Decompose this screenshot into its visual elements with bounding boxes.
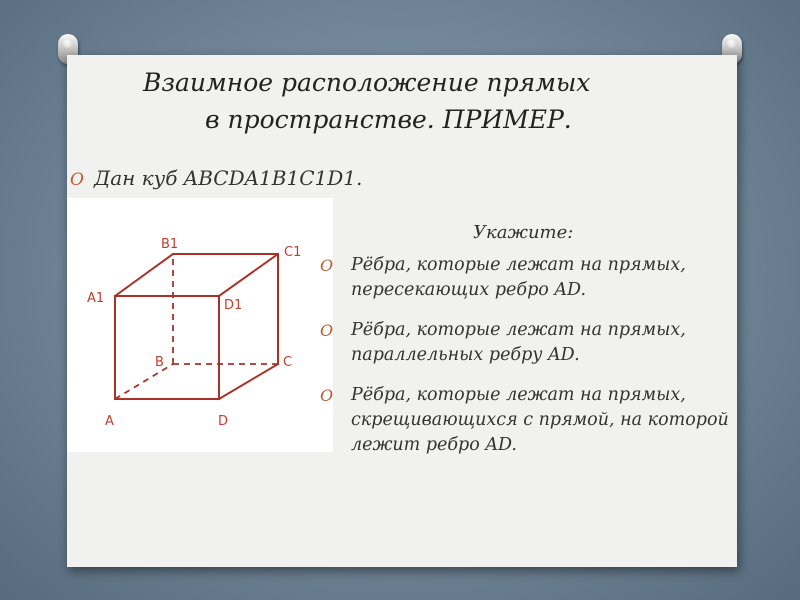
vertex-label-b: B <box>155 355 164 370</box>
cube-drawing <box>67 198 333 452</box>
slide-title-line-1: Взаимное расположение прямых <box>143 68 591 97</box>
slide-title <box>0 64 800 138</box>
cube-figure <box>67 198 333 452</box>
vertex-label-a1: A1 <box>87 291 105 306</box>
vertex-label-a: A <box>105 414 114 429</box>
bullet-o-icon: O <box>70 170 84 190</box>
task-item-text: Рёбра, которые лежат на прямых, пересекающих ребро AD. <box>351 255 686 300</box>
edge-a-b <box>115 364 173 399</box>
vertex-label-c1: C1 <box>284 245 302 260</box>
vertex-label-d1: D1 <box>224 298 243 313</box>
vertex-label-b1: B1 <box>161 237 179 252</box>
task-item-text: Рёбра, которые лежат на прямых, скрещивающихся с прямой, на которой лежит ребро AD. <box>351 385 729 455</box>
bullet-o-icon: O <box>320 256 334 275</box>
edge-d-c <box>219 364 278 399</box>
edge-d1-c1 <box>219 254 278 296</box>
task-list <box>320 253 740 473</box>
task-item-text: Рёбра, которые лежат на прямых, параллельных ребру AD. <box>351 320 686 365</box>
task-heading: Укажите: <box>473 222 574 243</box>
vertex-label-c: C <box>283 355 293 370</box>
bullet-o-icon: O <box>320 321 334 340</box>
vertex-label-d: D <box>218 414 229 429</box>
intro-text <box>70 166 362 190</box>
list-item <box>320 253 740 303</box>
edge-a1-b1 <box>115 254 173 296</box>
intro-label: Дан куб ABCDA1B1C1D1. <box>93 166 363 190</box>
list-item <box>320 318 740 368</box>
list-item <box>320 383 740 458</box>
bullet-o-icon: O <box>320 386 334 405</box>
slide-title-line-2: в пространстве. ПРИМЕР. <box>205 105 572 134</box>
